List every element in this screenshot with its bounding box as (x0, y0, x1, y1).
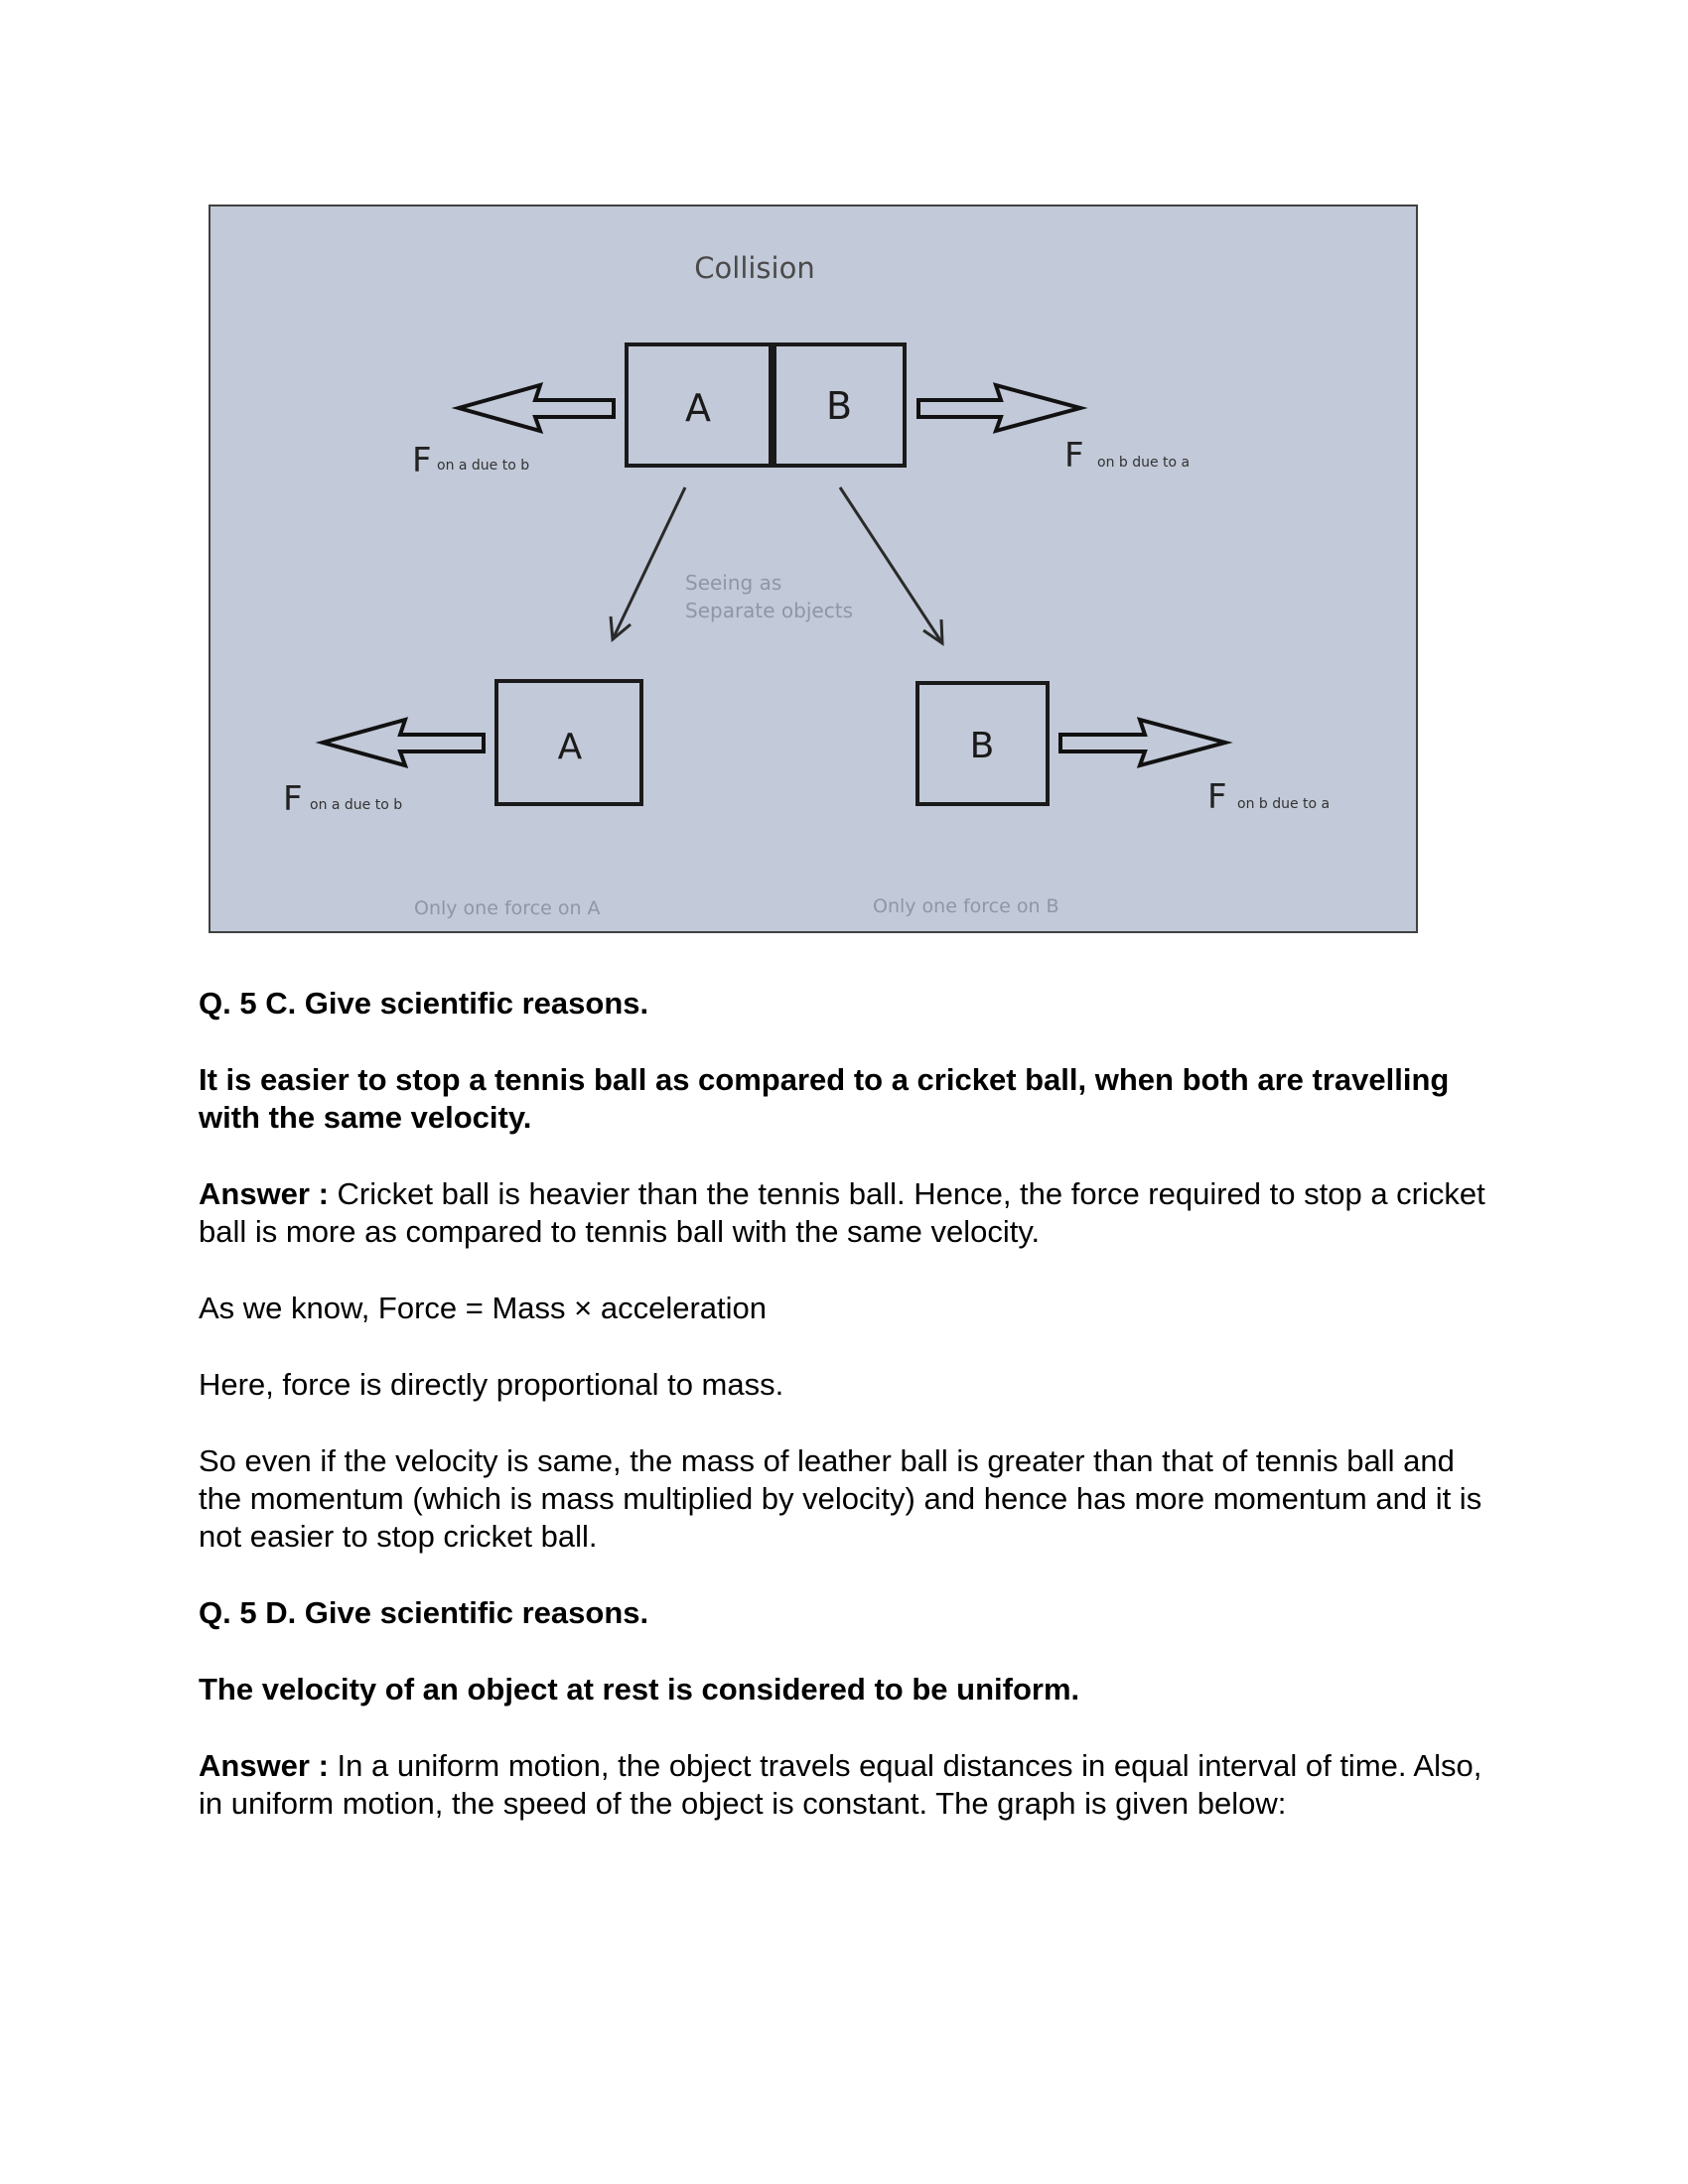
bottom-right-force-symbol: F (1207, 777, 1227, 817)
top-left-force-arrow (459, 385, 614, 431)
q5c-conclusion: So even if the velocity is same, the mass of leather ball is greater than that of tennis ball and the momentum (which is mass multiplied by velocity) and hence has more momentum and it is not easier to stop cricket ball. (199, 1443, 1482, 1554)
document-body (199, 985, 1489, 1861)
q5d-answer-text: In a uniform motion, the object travels equal distances in equal interval of time. Also, in uniform motion, the speed of the object is constant. The graph is given below: (199, 1748, 1482, 1821)
q5c-answer (199, 1175, 1489, 1251)
diagonal-arrow-right (840, 487, 942, 643)
collision-diagram (209, 205, 1418, 933)
top-right-force-symbol: F (1064, 436, 1084, 476)
q5c-question: It is easier to stop a tennis ball as compared to a cricket ball, when both are travelling with the same velocity. (199, 1062, 1450, 1135)
top-box-a-label: A (685, 386, 711, 430)
q5d-heading: Q. 5 D. Give scientific reasons. (199, 1595, 649, 1630)
bottom-left-force-subscript: on a due to b (310, 797, 403, 813)
bottom-right-force-arrow (1060, 720, 1225, 765)
top-right-force-subscript: on b due to a (1097, 455, 1191, 471)
caption-a: Only one force on A (414, 897, 601, 919)
top-left-force-subscript: on a due to b (437, 458, 530, 474)
bottom-box-a-label: A (557, 727, 583, 767)
q5d-answer (199, 1747, 1489, 1823)
diagram-title: Collision (694, 251, 815, 285)
caption-b: Only one force on B (873, 895, 1059, 917)
top-right-force-arrow (918, 385, 1080, 431)
top-left-force-symbol: F (412, 441, 432, 480)
bottom-right-force-subscript: on b due to a (1237, 796, 1331, 812)
q5c-answer-label: Answer : (199, 1176, 329, 1211)
diagonal-arrow-left (613, 487, 685, 639)
q5c-formula: As we know, Force = Mass × acceleration (199, 1291, 768, 1325)
collision-diagram-svg (211, 206, 1420, 935)
q5d-question: The velocity of an object at rest is considered to be uniform. (199, 1672, 1080, 1706)
middle-note-line2: Separate objects (685, 599, 853, 622)
q5d-answer-label: Answer : (199, 1748, 329, 1783)
top-box-b-label: B (825, 384, 853, 428)
q5c-proportional: Here, force is directly proportional to mass. (199, 1367, 784, 1402)
bottom-left-force-symbol: F (283, 779, 303, 819)
q5c-answer-text: Cricket ball is heavier than the tennis ball. Hence, the force required to stop a cricket ball is more as compared to tennis ball with the same velocity. (199, 1176, 1485, 1249)
bottom-left-force-arrow (323, 720, 484, 765)
bottom-box-b-label: B (969, 726, 995, 766)
middle-note-line1: Seeing as (685, 571, 782, 595)
q5c-heading: Q. 5 C. Give scientific reasons. (199, 986, 649, 1021)
